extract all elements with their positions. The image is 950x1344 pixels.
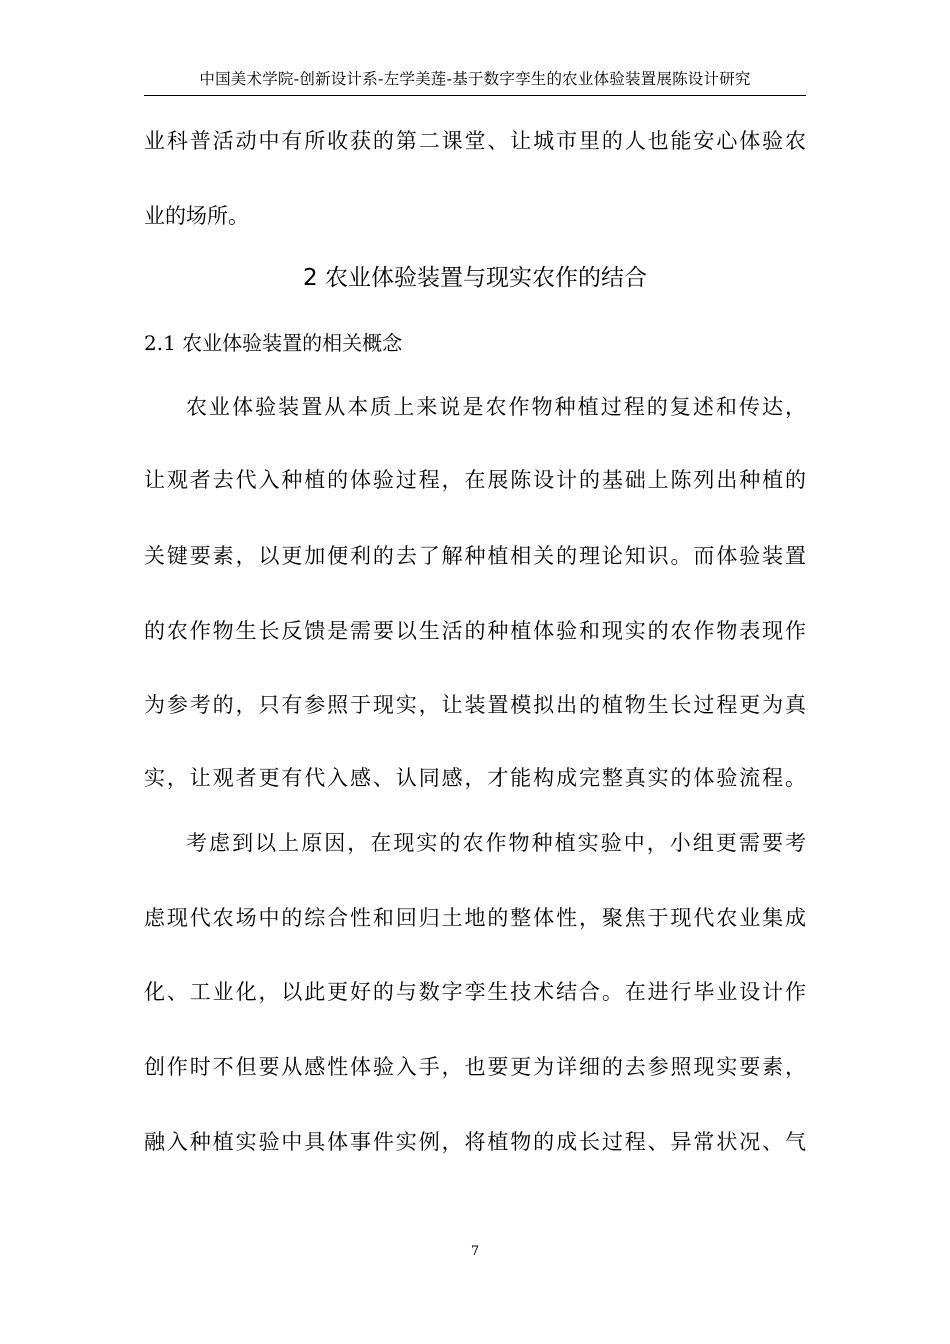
section-heading: 2.1 农业体验装置的相关概念 bbox=[144, 331, 403, 355]
body-line: 虑现代农场中的综合性和回归土地的整体性，聚焦于现代农业集成 bbox=[144, 906, 806, 930]
body-line: 业的场所。 bbox=[144, 204, 249, 228]
body-line: 创作时不但要从感性体验入手，也要更为详细的去参照现实要素， bbox=[144, 1055, 806, 1079]
body-line: 实，让观者更有代入感、认同感，才能构成完整真实的体验流程。 bbox=[144, 766, 806, 790]
header-rule bbox=[144, 95, 806, 96]
running-header: 中国美术学院-创新设计系-左学美莲-基于数字孪生的农业体验装置展陈设计研究 bbox=[199, 70, 751, 88]
paragraph-first-line: 农业体验装置从本质上来说是农作物种植过程的复述和传达， bbox=[186, 395, 806, 419]
paragraph-first-line: 考虑到以上原因，在现实的农作物种植实验中，小组更需要考 bbox=[186, 831, 806, 855]
body-line: 融入种植实验中具体事件实例，将植物的成长过程、异常状况、气 bbox=[144, 1130, 806, 1154]
body-line: 关键要素，以更加便利的去了解种植相关的理论知识。而体验装置 bbox=[144, 544, 806, 568]
body-line: 的农作物生长反馈是需要以生活的种植体验和现实的农作物表现作 bbox=[144, 619, 806, 643]
body-line: 为参考的，只有参照于现实，让装置模拟出的植物生长过程更为真 bbox=[144, 693, 806, 717]
body-line: 业科普活动中有所收获的第二课堂、让城市里的人也能安心体验农 bbox=[144, 129, 806, 153]
body-line: 让观者去代入种植的体验过程，在展陈设计的基础上陈列出种植的 bbox=[144, 468, 806, 492]
body-line: 化、工业化，以此更好的与数字孪生技术结合。在进行毕业设计作 bbox=[144, 980, 806, 1004]
page-number: 7 bbox=[470, 1244, 480, 1259]
chapter-title: 2 农业体验装置与现实农作的结合 bbox=[303, 265, 647, 291]
